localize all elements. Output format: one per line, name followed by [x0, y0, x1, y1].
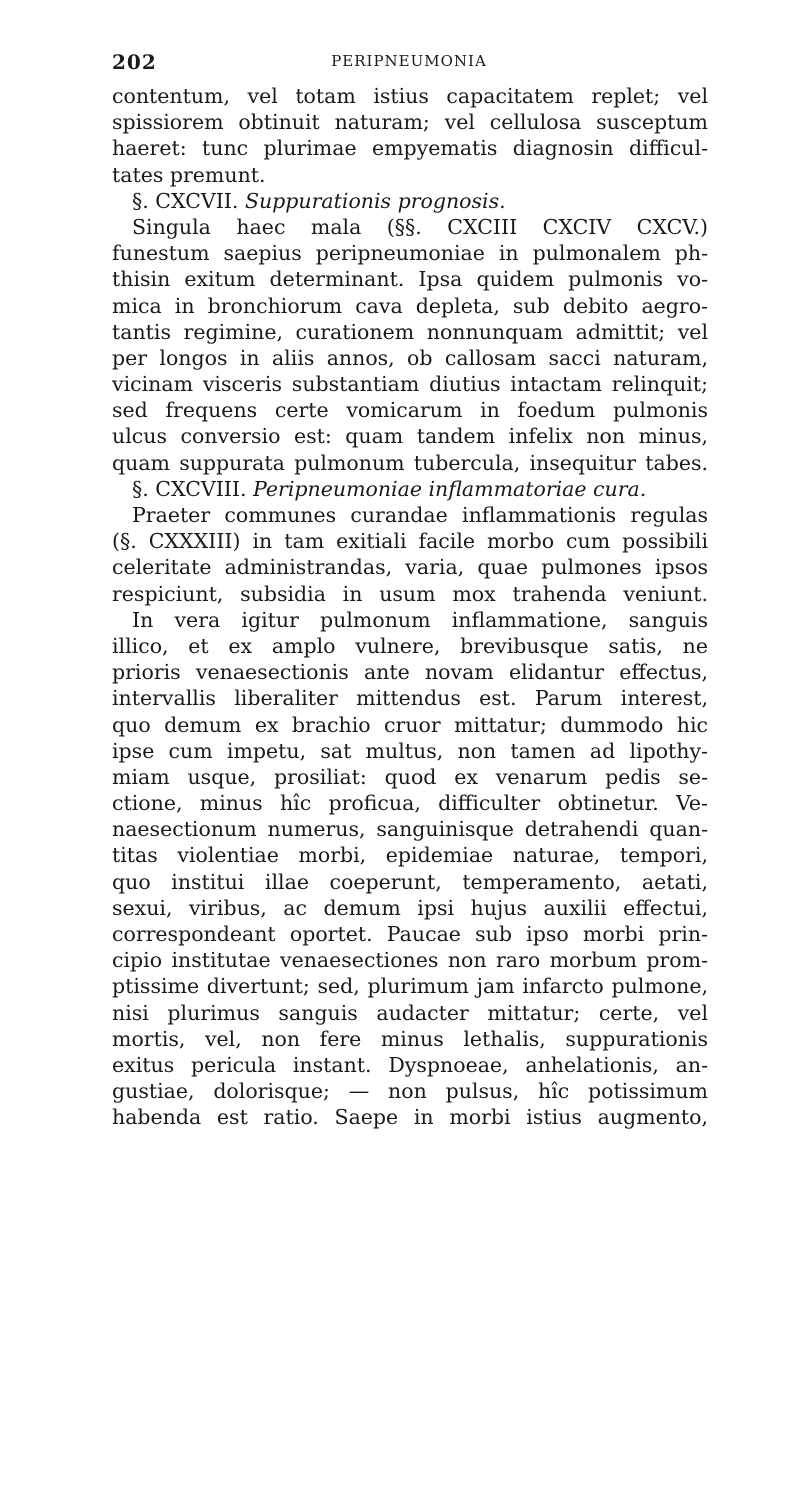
section-title: Peripneumoniae inflammatoriae cura.	[253, 476, 647, 501]
body-text	[112, 83, 708, 1131]
text-line: miam usque, prosiliat: quod ex venarum pedis se-	[112, 764, 708, 789]
text-line: nisi plurimus sanguis audacter mittatur; certe, vel	[112, 1000, 708, 1025]
page-number: 202	[112, 50, 157, 74]
section-number: §. CXCVIII.	[132, 476, 247, 501]
text-line: titas violentiae morbi, epidemiae naturae, tempori,	[112, 843, 708, 868]
text-line: thisin exitum determinant. Ipsa quidem pulmonis vo-	[112, 267, 708, 292]
text-line: correspondeant oportet. Paucae sub ipso morbi prin-	[112, 922, 708, 946]
text-line: mica in bronchiorum cava depleta, sub debito aegro-	[112, 293, 708, 318]
text-line: mortis, vel, non fere minus lethalis, suppurationis	[112, 1026, 708, 1051]
text-line: haeret: tunc plurimae empyematis diagnosin difficul-	[112, 136, 708, 161]
text-line: contentum, vel totam istius capacitatem replet; vel	[112, 84, 708, 108]
text-line: quo institui illae coeperunt, temperamento, aetati,	[112, 869, 708, 894]
text-line: spissiorem obtinuit naturam; vel cellulosa susceptum	[112, 110, 708, 135]
text-line: gustiae, dolorisque; — non pulsus, hîc potissimum	[112, 1079, 708, 1104]
text-line: Praeter communes curandae inflammationis regulas	[132, 503, 708, 527]
text-line: habenda est ratio. Saepe in morbi istius augmento,	[112, 1105, 708, 1130]
section-title: Suppurationis prognosis.	[244, 188, 506, 213]
text-line: ctione, minus hîc proficua, difficulter obtinetur. Ve-	[112, 791, 708, 816]
text-line: funestum saepius peripneumoniae in pulmonalem ph-	[112, 241, 708, 266]
text-line: quo demum ex brachio cruor mittatur; dummodo hic	[112, 712, 708, 737]
text-line: exitus pericula instant. Dyspnoeae, anhelationis, an-	[112, 1052, 708, 1077]
section-number: §. CXCVII.	[132, 188, 239, 213]
text-line: vicinam visceris substantiam diutius intactam relinquit;	[112, 372, 708, 397]
text-line: intervallis liberaliter mittendus est. Parum interest,	[112, 686, 708, 711]
section-heading-cxcvii	[112, 188, 708, 214]
text-line: ipse cum impetu, sat multus, non tamen ad lipothy-	[112, 738, 708, 763]
page-header	[112, 50, 706, 80]
text-line: tantis regimine, curationem nonnunquam admittit; vel	[112, 319, 708, 344]
text-line: Singula haec mala (§§. CXCIII CXCIV CXCV.)	[132, 214, 708, 239]
text-line: prioris venaesectionis ante novam elidantur effectus,	[112, 660, 708, 685]
text-line: cipio institutae venaesectiones non raro morbum prom-	[112, 948, 708, 973]
text-line: ulcus conversio est: quam tandem infelix non minus,	[112, 424, 708, 449]
text-line: celeritate administrandas, varia, quae pulmones ipsos	[112, 555, 708, 580]
text-line: naesectionum numerus, sanguinisque detrahendi quan-	[112, 817, 708, 842]
text-line: per longos in aliis annos, ob callosam sacci naturam,	[112, 345, 708, 370]
text-line: tates premunt.	[112, 162, 266, 187]
text-line: quam suppurata pulmonum tubercula, insequitur tabes.	[112, 450, 708, 475]
running-title: PERIPNEUMONIA	[331, 52, 487, 70]
section-heading-cxcviii	[112, 476, 708, 502]
text-line: sed frequens certe vomicarum in foedum pulmonis	[112, 398, 708, 423]
text-line: In vera igitur pulmonum inflammatione, sanguis	[132, 607, 708, 632]
text-line: sexui, viribus, ac demum ipsi hujus auxilii effectui,	[112, 895, 708, 920]
text-line: ptissime divertunt; sed, plurimum jam infarcto pulmone,	[112, 974, 708, 999]
text-line: (§. CXXXIII) in tam exitiali facile morbo cum possibili	[112, 529, 708, 554]
text-line: respiciunt, subsidia in usum mox trahenda veniunt.	[112, 581, 708, 606]
text-line: illico, et ex amplo vulnere, brevibusque satis, ne	[112, 633, 708, 658]
